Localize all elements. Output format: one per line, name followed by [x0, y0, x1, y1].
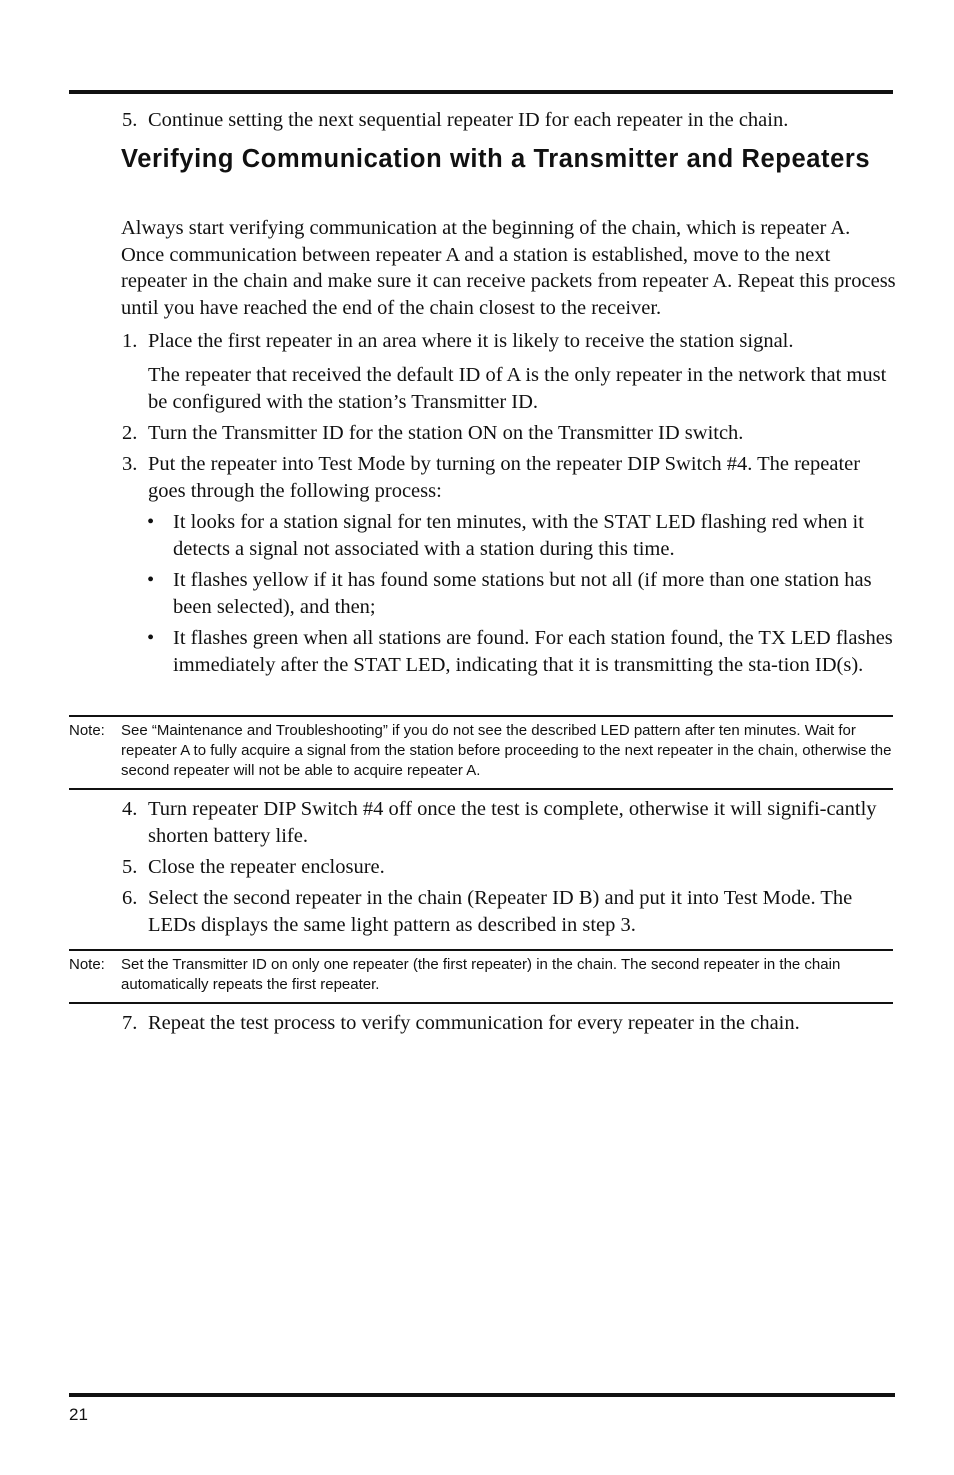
step-number: 6. — [122, 887, 138, 909]
bullet-symbol: • — [147, 627, 155, 649]
note-box — [69, 715, 893, 790]
step-number: 7. — [122, 1012, 138, 1034]
bullet-text: It flashes green when all stations are found. For each station found, the TX LED flashes immediately after the STAT LED, indicating that it is transmitting the sta-tion ID(s). — [173, 627, 893, 676]
note-text: See “Maintenance and Troubleshooting” if you do not see the described LED pattern after ten minutes. Wait for repeater A to fully acquire a signal from the station before proceeding to the next repeater in the chain, otherwise the second repeater will not be able to acquire repeater A. — [121, 722, 892, 779]
step-text: Place the first repeater in an area where it is likely to receive the station signal. — [148, 330, 794, 352]
bullet-symbol: • — [147, 511, 155, 533]
note-text: Set the Transmitter ID on only one repeater (the first repeater) in the chain. The second repeater in the chain automatically repeats the first repeater. — [121, 956, 841, 993]
step-text: Repeat the test process to verify communication for every repeater in the chain. — [148, 1012, 800, 1034]
page-number: 21 — [69, 1405, 88, 1424]
step-text: Select the second repeater in the chain (Repeater ID B) and put it into Test Mode. The LEDs displays the same light pattern as described in step 3. — [148, 887, 853, 936]
step-subtext: The repeater that received the default ID of A is the only repeater in the network that must be configured with the station’s Transmitter ID. — [148, 364, 887, 413]
bullet-text: It looks for a station signal for ten minutes, with the STAT LED flashing red when it detects a signal not associated with a station during this time. — [173, 511, 864, 560]
bullet-symbol: • — [147, 569, 155, 591]
step-text: Put the repeater into Test Mode by turning on the repeater DIP Switch #4. The repeater goes through the following process: — [148, 453, 861, 502]
step-text: Continue setting the next sequential repeater ID for each repeater in the chain. — [148, 109, 789, 131]
header-rule — [69, 90, 893, 94]
step-number: 3. — [122, 453, 138, 475]
note-box — [69, 949, 893, 1004]
step-number: 4. — [122, 798, 138, 820]
bullet-text: It flashes yellow if it has found some stations but not all (if more than one station has been selected), and then; — [173, 569, 872, 618]
section-heading: Verifying Communication with a Transmitter and Repeaters — [121, 145, 871, 173]
note-label: Note: — [69, 956, 105, 973]
step-number: 1. — [122, 330, 138, 352]
footer-rule — [69, 1393, 895, 1397]
step-number: 5. — [122, 856, 138, 878]
step-number: 5. — [122, 109, 138, 131]
step-text: Turn repeater DIP Switch #4 off once the test is complete, otherwise it will signifi-cantly shorten battery life. — [148, 798, 877, 847]
note-label: Note: — [69, 722, 105, 739]
step-number: 2. — [122, 422, 138, 444]
step-text: Turn the Transmitter ID for the station ON on the Transmitter ID switch. — [148, 422, 744, 444]
intro-paragraph: Always start verifying communication at the beginning of the chain, which is repeater A. Once communication between repeater A and a station is established, move to the next repeater in the chain and make sure it can receive packets from repeater A. Repeat this process until you have reached the end of the chain closest to the receiver. — [121, 217, 896, 319]
step-text: Close the repeater enclosure. — [148, 856, 385, 878]
